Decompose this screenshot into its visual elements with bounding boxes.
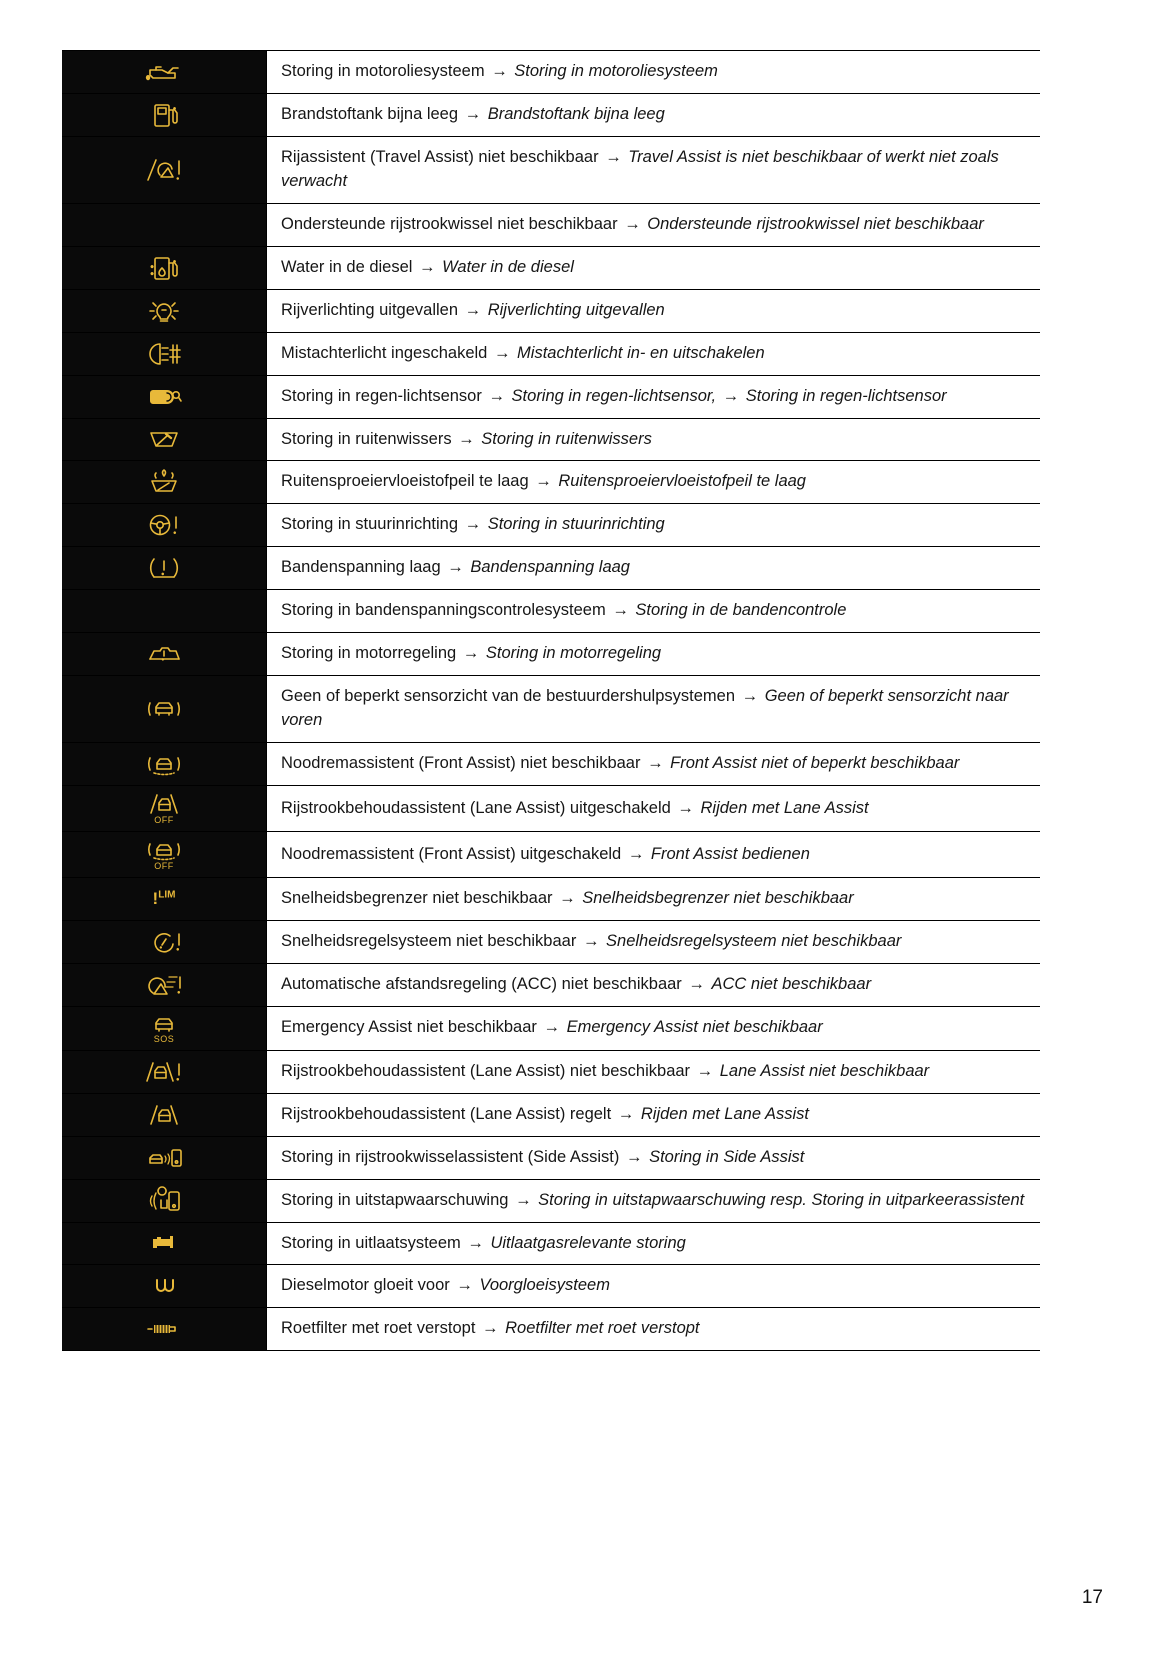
table-row [62, 1006, 1040, 1050]
lane-assist-warning-icon [62, 1050, 267, 1093]
row-plain-text: Ruitensproeiervloeistofpeil te laag [281, 472, 529, 491]
arrow-symbol: → [696, 1061, 714, 1080]
arrow-symbol: → [627, 844, 645, 863]
sensor-view-restricted-icon [62, 676, 267, 743]
row-plain-text: Storing in ruitenwissers [281, 429, 452, 448]
table-row [62, 93, 1040, 136]
row-plain-text: Bandenspanning laag [281, 558, 441, 577]
row-italic-text: Emergency Assist niet beschikbaar [566, 1018, 823, 1037]
table-row [62, 375, 1040, 418]
table-cell-text [267, 742, 1041, 785]
table-row [62, 1050, 1040, 1093]
row-italic-text: ACC niet beschikbaar [711, 974, 872, 993]
row-italic-text: Lane Assist niet beschikbaar [719, 1061, 930, 1080]
arrow-symbol: → [559, 888, 576, 907]
arrow-symbol: → [543, 1018, 560, 1037]
row-plain-text: Roetfilter met roet verstopt [281, 1319, 476, 1338]
row-italic-text: Snelheidsregelsysteem niet beschikbaar [606, 931, 902, 950]
table-cell-text [267, 332, 1041, 375]
arrow-symbol: → [464, 104, 482, 123]
exhaust-emission-icon [62, 1222, 267, 1265]
front-assist-off-icon [62, 831, 267, 877]
row-italic-text: Travel Assist is niet beschikbaar of werkt niet zoals verwacht [281, 147, 999, 190]
blank-icon [62, 590, 267, 633]
table-cell-text [267, 504, 1041, 547]
row-italic-text: Front Assist niet of beperkt beschikbaar [670, 754, 960, 773]
front-assist-icon [62, 742, 267, 785]
row-italic-text: Uitlaatgasrelevante storing [490, 1233, 686, 1252]
table-cell-text [267, 1136, 1041, 1179]
row-italic-text: Water in de diesel [442, 257, 574, 276]
table-row [62, 590, 1040, 633]
table-cell-text [267, 1179, 1041, 1222]
table-row [62, 1136, 1040, 1179]
rain-light-sensor-icon [62, 375, 267, 418]
row-plain-text: Emergency Assist niet beschikbaar [281, 1018, 537, 1037]
row-italic-text: Storing in de bandencontrole [635, 601, 847, 620]
row-italic-text: Storing in motoroliesysteem [514, 62, 718, 80]
table-row [62, 1093, 1040, 1136]
washer-fluid-icon [62, 461, 267, 504]
row-italic-text: Front Assist bedienen [650, 844, 810, 863]
row-italic-text: Snelheidsbegrenzer niet beschikbaar [582, 888, 854, 907]
table-cell-text [267, 877, 1041, 920]
row-plain-text: Snelheidsbegrenzer niet beschikbaar [281, 888, 553, 907]
row-italic-text: Brandstoftank bijna leeg [487, 104, 665, 123]
row-italic-text: Storing in stuurinrichting [487, 515, 665, 534]
arrow-symbol: → [458, 429, 475, 448]
table-cell-text [267, 963, 1041, 1006]
table-cell-text [267, 1222, 1041, 1265]
table-row [62, 676, 1040, 743]
table-row [62, 1265, 1040, 1308]
row-italic-text: Storing in ruitenwissers [481, 429, 652, 448]
table-cell-text [267, 203, 1041, 246]
side-assist-icon [62, 1136, 267, 1179]
arrow-symbol: → [741, 687, 759, 706]
row-plain-text: Storing in bandenspanningscontrolesysteem [281, 601, 606, 620]
table-cell-text [267, 51, 1041, 94]
row-plain-text: Noodremassistent (Front Assist) uitgeschakeld [281, 844, 622, 863]
blank-icon [62, 203, 267, 246]
table-cell-text [267, 246, 1041, 289]
row-italic-text: Roetfilter met roet verstopt [505, 1319, 700, 1338]
speed-limiter-glyph: !$^{LIM}$ [152, 888, 176, 908]
row-plain-text: Storing in stuurinrichting [281, 515, 459, 534]
row-italic-text: Voorgloeisysteem [479, 1276, 610, 1295]
arrow-symbol: → [467, 1233, 484, 1252]
row-plain-text: Storing in uitlaatsysteem [281, 1233, 461, 1252]
row-plain-text: Storing in motorregeling [281, 644, 457, 663]
table-cell-text [267, 633, 1041, 676]
acc-warning-icon [62, 963, 267, 1006]
row-italic-text: Rijden met Lane Assist [640, 1104, 809, 1123]
row-plain-text: Ondersteunde rijstrookwissel niet beschikbaar [281, 214, 618, 233]
row-italic-text: Storing in Side Assist [649, 1147, 805, 1166]
row-plain-text: Storing in uitstapwaarschuwing [281, 1190, 509, 1209]
engine-oil-can-icon [62, 51, 267, 94]
table-row [62, 418, 1040, 461]
arrow-symbol-2: → [722, 386, 740, 405]
arrow-symbol: → [647, 754, 664, 773]
row-plain-text: Rijstrookbehoudassistent (Lane Assist) uitgeschakeld [281, 798, 671, 817]
row-plain-text: Storing in rijstrookwisselassistent (Side Assist) [281, 1147, 620, 1166]
row-plain-text: Automatische afstandsregeling (ACC) niet beschikbaar [281, 974, 682, 993]
row-plain-text: Snelheidsregelsysteem niet beschikbaar [281, 931, 577, 950]
row-italic-text: Storing in regen-lichtsensor, [511, 386, 717, 405]
windscreen-wiper-icon [62, 418, 267, 461]
arrow-symbol: → [419, 257, 436, 276]
table-cell-text [267, 831, 1041, 877]
warning-lights-table [62, 50, 1040, 1351]
table-cell-text [267, 590, 1041, 633]
row-plain-text: Noodremassistent (Front Assist) niet beschikbaar [281, 754, 641, 773]
sos-label: SOS [153, 1033, 175, 1044]
table-cell-text [267, 1093, 1041, 1136]
row-plain-text: Brandstoftank bijna leeg [281, 104, 459, 123]
table-cell-text [267, 1265, 1041, 1308]
row-plain-text: Storing in motoroliesysteem [281, 62, 485, 80]
table-row [62, 504, 1040, 547]
rear-fog-lamp-icon [62, 332, 267, 375]
row-italic-text: Rijverlichting uitgevallen [487, 300, 665, 319]
row-italic-text: Storing in uitstapwaarschuwing resp. Storing in uitparkeerassistent [538, 1190, 1025, 1209]
row-italic-text: Mistachterlicht in- en uitschakelen [517, 343, 765, 362]
row-plain-text: Dieselmotor gloeit voor [281, 1276, 450, 1295]
row-italic-text: Geen of beperkt sensorzicht naar voren [281, 687, 1009, 730]
blank-icon-spacer [66, 602, 262, 620]
lamp-failure-icon [62, 289, 267, 332]
speed-limiter-icon [62, 877, 267, 920]
table-row [62, 1222, 1040, 1265]
table-row [62, 920, 1040, 963]
arrow-symbol: → [447, 558, 464, 577]
row-plain-text: Rijverlichting uitgevallen [281, 300, 459, 319]
table-row [62, 1179, 1040, 1222]
table-cell-text [267, 461, 1041, 504]
arrow-symbol: → [677, 798, 694, 817]
table-row [62, 332, 1040, 375]
row-italic-text: Storing in motorregeling [485, 644, 662, 663]
row-italic-text: Bandenspanning laag [470, 558, 630, 577]
fuel-pump-low-icon [62, 93, 267, 136]
arrow-symbol: → [488, 386, 505, 405]
lane-assist-active-icon [62, 1093, 267, 1136]
table-row [62, 461, 1040, 504]
row-plain-text: Geen of beperkt sensorzicht van de bestuurdershulpsystemen [281, 687, 736, 706]
table-cell-text [267, 920, 1041, 963]
table-row [62, 203, 1040, 246]
row-plain-text: Storing in regen-lichtsensor [281, 386, 482, 405]
table-row [62, 246, 1040, 289]
table-row [62, 742, 1040, 785]
table-cell-text [267, 93, 1041, 136]
table-row [62, 963, 1040, 1006]
blank-icon-spacer [66, 216, 262, 234]
steering-fault-icon [62, 504, 267, 547]
row-plain-text: Rijassistent (Travel Assist) niet beschikbaar [281, 147, 599, 166]
particulate-filter-icon [62, 1308, 267, 1351]
table-row [62, 831, 1040, 877]
row-plain-text: Rijstrookbehoudassistent (Lane Assist) regelt [281, 1104, 612, 1123]
travel-assist-warning-icon [62, 136, 267, 203]
arrow-symbol: → [464, 300, 482, 319]
table-cell-text [267, 1050, 1041, 1093]
lane-assist-off-icon [62, 785, 267, 831]
row-plain-text: Mistachterlicht ingeschakeld [281, 343, 488, 362]
front-assist-off-label: OFF [154, 860, 174, 871]
table-cell-text [267, 136, 1041, 203]
arrow-symbol: → [491, 62, 508, 80]
emergency-assist-sos-icon [62, 1006, 267, 1050]
table-row [62, 51, 1040, 94]
row-plain-text: Rijstrookbehoudassistent (Lane Assist) niet beschikbaar [281, 1061, 691, 1080]
row-plain-text: Water in de diesel [281, 257, 413, 276]
row-italic-text-2: Storing in regen-lichtsensor [745, 386, 947, 405]
table-cell-text [267, 547, 1041, 590]
table-row [62, 877, 1040, 920]
tyre-pressure-icon [62, 547, 267, 590]
arrow-symbol: → [515, 1190, 532, 1209]
arrow-symbol: → [456, 1276, 473, 1295]
table-row [62, 289, 1040, 332]
arrow-symbol: → [625, 1147, 643, 1166]
arrow-symbol: → [493, 343, 511, 362]
arrow-symbol: → [605, 147, 622, 166]
arrow-symbol: → [464, 515, 482, 534]
row-italic-text: Ruitensproeiervloeistofpeil te laag [558, 472, 806, 491]
row-italic-text: Ondersteunde rijstrookwissel niet beschikbaar [647, 214, 984, 233]
arrow-symbol: → [535, 472, 552, 491]
cruise-control-warning-icon [62, 920, 267, 963]
row-italic-text: Rijden met Lane Assist [700, 798, 869, 817]
arrow-symbol: → [624, 214, 641, 233]
table-cell-text [267, 676, 1041, 743]
table-cell-text [267, 289, 1041, 332]
arrow-symbol: → [462, 644, 480, 663]
table-row [62, 547, 1040, 590]
table-row [62, 633, 1040, 676]
arrow-symbol: → [617, 1104, 635, 1123]
lane-assist-off-label: OFF [154, 814, 174, 825]
table-cell-text [267, 375, 1041, 418]
table-row [62, 785, 1040, 831]
exit-warning-icon [62, 1179, 267, 1222]
arrow-symbol: → [688, 974, 705, 993]
table-cell-text [267, 785, 1041, 831]
table-cell-text [267, 1006, 1041, 1050]
table-cell-text [267, 418, 1041, 461]
table-row [62, 136, 1040, 203]
glow-plug-icon [62, 1265, 267, 1308]
engine-management-icon [62, 633, 267, 676]
warning-lights-table-body [62, 51, 1040, 1351]
table-cell-text [267, 1308, 1041, 1351]
table-row [62, 1308, 1040, 1351]
water-in-diesel-icon [62, 246, 267, 289]
arrow-symbol: → [612, 601, 629, 620]
arrow-symbol: → [482, 1319, 499, 1338]
arrow-symbol: → [582, 931, 600, 950]
page-number: 17 [1081, 1587, 1103, 1608]
